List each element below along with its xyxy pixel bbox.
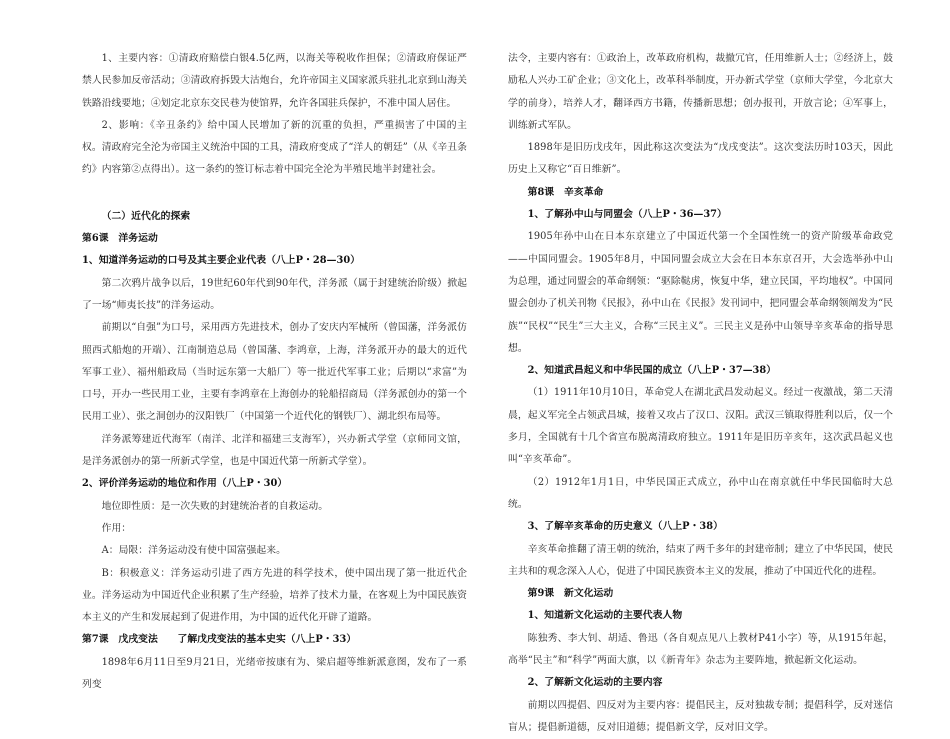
lesson-8-subheading-2: 2、知道武昌起义和中华民国的成立（八上P・37—38）	[527, 365, 777, 377]
lesson-9-subheading-2: 2、了解新文化运动的主要内容	[527, 677, 663, 689]
right-column	[508, 48, 893, 739]
section-heading: （二）近代化的探索	[101, 210, 191, 222]
lesson-9-heading: 第9课 新文化运动	[527, 588, 614, 600]
left-column	[82, 48, 467, 696]
paragraph: 第二次鸦片战争以后，19世纪60年代到90年代，洋务派（属于封建统治阶级）掀起了一场“师夷长技”的洋务运动。	[82, 277, 467, 311]
paragraph: A：局限：洋务运动没有使中国富强起来。	[101, 545, 286, 557]
lesson-7-heading: 第7课 戊戌变法 了解戊戌变法的基本史实（八上P・33）	[82, 634, 357, 646]
paragraph: 陈独秀、李大钊、胡适、鲁迅（各自观点见八上教材P41小字）等，从1915年起，高举“民主”和“科学”两面大旗，以《新青年》杂志为主要阵地，掀起新文化运动。	[508, 632, 893, 667]
lesson-6-subheading-2: 2、评价洋务运动的地位和作用（八上P・30）	[82, 478, 288, 490]
treaty-content-paragraph: 1、主要内容：①清政府赔偿白银4.5亿两，以海关等税收作担保；②清政府保证严禁人民参加反帝活动；③清政府拆毁大沽炮台，允许帝国主义国家派兵驻扎北京到山海关铁路沿线要地；④划定北京东交民巷为使馆界，允许各国驻兵保护，不准中国人居住。	[82, 53, 467, 109]
lesson-8-subheading-3: 3、了解辛亥革命的历史意义（八上P・38）	[527, 521, 724, 533]
paragraph: 作用：	[101, 522, 132, 534]
paragraph: 洋务派筹建近代海军（南洋、北洋和福建三支海军），兴办新式学堂（京师同文馆，是洋务派创办的第一所新式学堂，也是中国近代第一所新式学堂）。	[82, 433, 467, 468]
paragraph: 地位即性质：是一次失败的封建统治者的自救运动。	[101, 500, 329, 512]
lesson-8-heading: 第8课 辛亥革命	[527, 186, 604, 198]
lesson-6-subheading-1: 1、知道洋务运动的口号及其主要企业代表（八上P・28—30）	[82, 255, 361, 267]
treaty-impact-paragraph: 2、影响：《辛丑条约》给中国人民增加了新的沉重的负担，严重损害了中国的主权。清政府完全沦为帝国主义统治中国的工具，清政府变成了“洋人的朝廷”（从《辛丑条约》内容第②点得出）。这一条约的签订标志着中国完全沦为半殖民地半封建社会。	[82, 119, 467, 176]
paragraph: 前期以四提倡、四反对为主要内容：提倡民主，反对独裁专制；提倡科学，反对迷信盲从；提倡新道德，反对旧道德；提倡新文学，反对旧文学。	[508, 699, 893, 733]
paragraph: （1）1911年10月10日，革命党人在湖北武昌发动起义。经过一夜激战，第二天清晨，起义军完全占领武昌城，接着又攻占了汉口、汉阳。武汉三镇取得胜利以后，仅一个多月，全国就有十几个省宣布脱离清政府独立。1911年是旧历辛亥年，这次武昌起义也叫“辛亥革命”。	[508, 387, 893, 466]
paragraph: 前期以“自强”为口号，采用西方先进技术，创办了安庆内军械所（曾国藩，洋务派仿照西式船炮的开端）、江南制造总局（曾国藩、李鸿章，上海，洋务派开办的最大的近代军事工业）、福州船政局（当时远东第一大船厂）等一批近代军事工业；后期以“求富”为口号，开办一些民用工业，主要有李鸿章在上海创办的轮船招商局（洋务派创办的第一个民用工业）、张之洞创办的汉阳铁厂（中国第一个近代化的钢铁厂）、湖北织布局等。	[82, 322, 467, 423]
spacer	[82, 182, 467, 206]
paragraph: B：积极意义：洋务运动引进了西方先进的科学技术，使中国出现了第一批近代企业。洋务运动为中国近代企业积累了生产经验，培养了技术力量，在客观上为中国民族资本主义的产生和发展起到了促进作用，为中国的近代化开辟了道路。	[82, 567, 467, 624]
lesson-6-heading: 第6课 洋务运动	[82, 233, 158, 245]
paragraph: 1898年6月11日至9月21日，光绪帝按康有为、梁启超等维新派意图，发布了一系列变	[82, 656, 467, 691]
paragraph: 法令，主要内容有：①政治上，改革政府机构，裁撤冗官，任用维新人士；②经济上，鼓励私人兴办工矿企业；③文化上，改革科举制度，开办新式学堂（京师大学堂，今北京大学的前身），培养人才，翻译西方书籍，传播新思想；创办报刊，开放言论；④军事上，训练新式军队。	[508, 53, 893, 131]
lesson-8-subheading-1: 1、了解孙中山与同盟会（八上P・36—37）	[527, 209, 727, 221]
paragraph: 辛亥革命推翻了清王朝的统治，结束了两千多年的封建帝制；建立了中华民国，使民主共和的观念深入人心，促进了中国民族资本主义的发展，推动了中国近代化的进程。	[508, 543, 893, 577]
lesson-9-subheading-1: 1、知道新文化运动的主要代表人物	[527, 610, 683, 622]
paragraph: 1898年是旧历戊戌年，因此称这次变法为“戊戌变法”。这次变法历时103天，因此历史上又称它“百日维新”。	[508, 142, 893, 176]
paragraph: （2）1912年1月1日，中华民国正式成立，孙中山在南京就任中华民国临时大总统。	[508, 476, 893, 510]
paragraph: 1905年孙中山在日本东京建立了中国近代第一个全国性统一的资产阶级革命政党——中国同盟会。1905年8月，中国同盟会成立大会在日本东京召开，大会选举孙中山为总理，通过同盟会的革命纲领：“驱除鞑虏，恢复中华，建立民国，平均地权”。中国同盟会创办了机关刊物《民报》，孙中山在《民报》发刊词中，把同盟会革命纲领阐发为“民族”“民权”“民生”三大主义，合称“三民主义”。三民主义是孙中山领导辛亥革命的指导思想。	[508, 231, 893, 354]
